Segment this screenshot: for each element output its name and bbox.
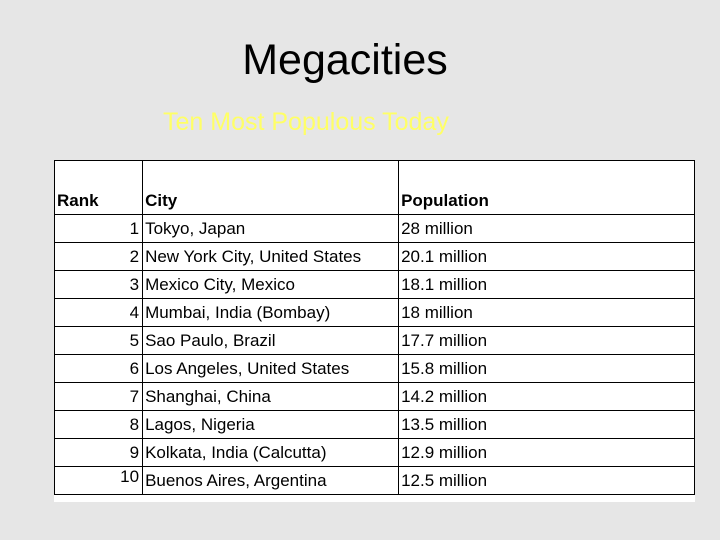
rank-cell: 4 bbox=[55, 299, 143, 327]
city-cell: Buenos Aires, Argentina bbox=[143, 467, 399, 495]
city-cell: Kolkata, India (Calcutta) bbox=[143, 439, 399, 467]
slide-subtitle: Ten Most Populous Today bbox=[163, 108, 449, 136]
city-cell: Shanghai, China bbox=[143, 383, 399, 411]
city-cell: Sao Paulo, Brazil bbox=[143, 327, 399, 355]
table-row bbox=[55, 439, 695, 467]
rank-cell: 2 bbox=[55, 243, 143, 271]
rank-cell: 10 bbox=[55, 467, 143, 495]
population-cell: 20.1 million bbox=[399, 243, 695, 271]
population-cell: 12.9 million bbox=[399, 439, 695, 467]
table-row bbox=[55, 243, 695, 271]
rank-cell: 9 bbox=[55, 439, 143, 467]
population-cell: 13.5 million bbox=[399, 411, 695, 439]
city-cell: Los Angeles, United States bbox=[143, 355, 399, 383]
population-cell: 15.8 million bbox=[399, 355, 695, 383]
table-row bbox=[55, 299, 695, 327]
table-header-row bbox=[55, 161, 695, 215]
population-cell: 28 million bbox=[399, 215, 695, 243]
city-cell: Mumbai, India (Bombay) bbox=[143, 299, 399, 327]
city-cell: Lagos, Nigeria bbox=[143, 411, 399, 439]
table-row bbox=[55, 327, 695, 355]
city-cell: New York City, United States bbox=[143, 243, 399, 271]
table-row bbox=[55, 271, 695, 299]
city-cell: Tokyo, Japan bbox=[143, 215, 399, 243]
megacities-table bbox=[54, 160, 695, 495]
rank-cell: 3 bbox=[55, 271, 143, 299]
megacities-table-container bbox=[54, 160, 695, 502]
rank-cell: 6 bbox=[55, 355, 143, 383]
population-cell: 18.1 million bbox=[399, 271, 695, 299]
rank-cell: 1 bbox=[55, 215, 143, 243]
table-row bbox=[55, 355, 695, 383]
slide-title: Megacities bbox=[242, 36, 448, 84]
rank-cell: 7 bbox=[55, 383, 143, 411]
population-cell: 12.5 million bbox=[399, 467, 695, 495]
header-population: Population bbox=[399, 161, 695, 215]
population-cell: 17.7 million bbox=[399, 327, 695, 355]
header-rank: Rank bbox=[55, 161, 143, 215]
city-cell: Mexico City, Mexico bbox=[143, 271, 399, 299]
table-row bbox=[55, 215, 695, 243]
table-row bbox=[55, 411, 695, 439]
rank-cell: 5 bbox=[55, 327, 143, 355]
table-row bbox=[55, 467, 695, 495]
population-cell: 14.2 million bbox=[399, 383, 695, 411]
table-body bbox=[55, 215, 695, 495]
header-city: City bbox=[143, 161, 399, 215]
rank-cell: 8 bbox=[55, 411, 143, 439]
table-row bbox=[55, 383, 695, 411]
population-cell: 18 million bbox=[399, 299, 695, 327]
